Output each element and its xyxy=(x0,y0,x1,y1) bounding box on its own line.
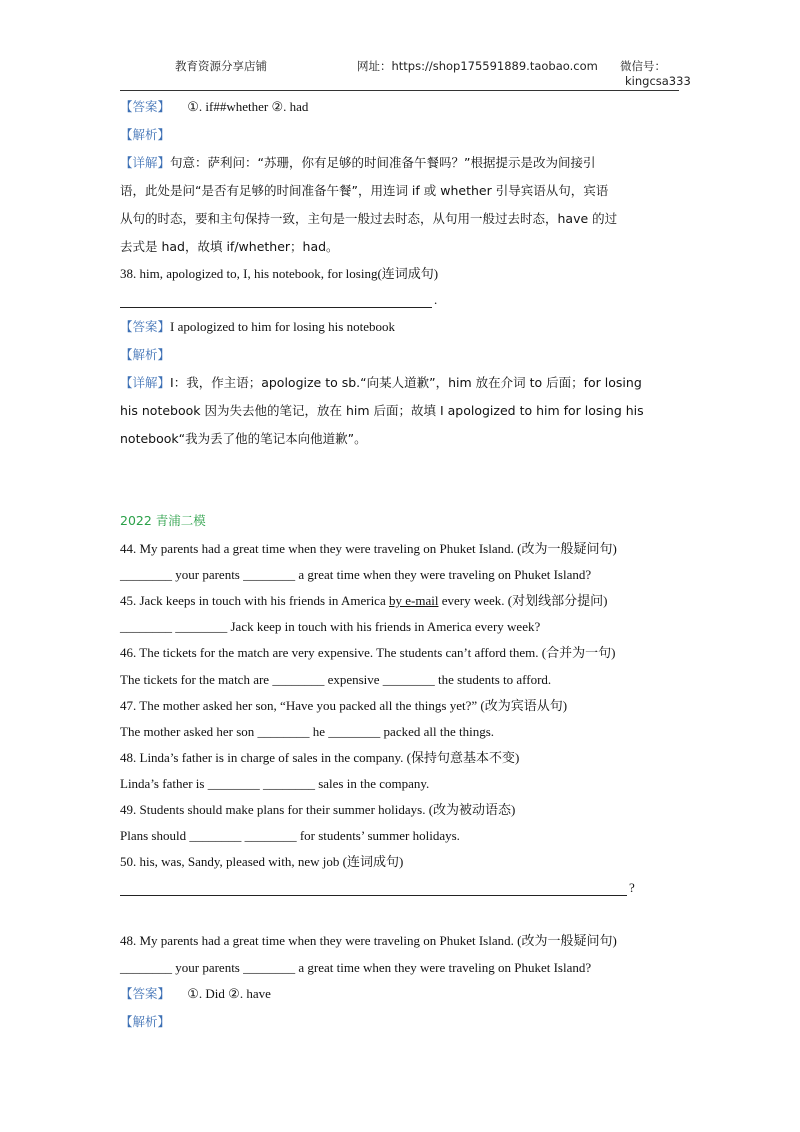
question-47-fill: The mother asked her son ________ he ________ packed all the things. xyxy=(120,724,495,739)
question-38: 38. him, apologized to, I, his notebook, for losing(连词成句) xyxy=(120,266,439,281)
question-46-fill: The tickets for the match are ________ expensive ________ the students to afford. xyxy=(120,672,552,687)
analysis-line xyxy=(120,1013,170,1031)
question-47: 47. The mother asked her son, “Have you packed all the things yet?” (改为宾语从句) xyxy=(120,698,568,713)
question-48-repeat: 48. My parents had a great time when they were traveling on Phuket Island. (改为一般疑问句) xyxy=(120,933,617,948)
question-50: 50. his, was, Sandy, pleased with, new job (连词成句) xyxy=(120,854,404,869)
detail-tag: 【详解】 xyxy=(120,375,171,390)
question-45-post: every week. (对划线部分提问) xyxy=(438,593,608,608)
underlined-phrase: by e-mail xyxy=(388,593,439,608)
answer-blank-50 xyxy=(120,895,627,896)
answer-line-37 xyxy=(120,98,308,116)
detail-text: 句意：萨利问：“苏珊，你有足够的时间准备午餐吗？”根据提示是改为间接引 xyxy=(170,155,596,170)
detail-line-1 xyxy=(120,154,595,172)
answer-text: ①. Did ②. have xyxy=(187,986,271,1001)
question-44: 44. My parents had a great time when they were traveling on Phuket Island. (改为一般疑问句) xyxy=(120,541,617,556)
question-45 xyxy=(120,592,607,610)
detail-line-4: 去式是 had，故填 if/whether；had。 xyxy=(120,239,339,254)
question-45-pre: 45. Jack keeps in touch with his friends in America xyxy=(120,593,389,608)
answer-line-48 xyxy=(120,985,271,1003)
question-44-fill: ________ your parents ________ a great time when they were traveling on Phuket Island? xyxy=(120,567,592,582)
analysis-tag: 【解析】 xyxy=(120,127,171,142)
header-wechat-label: 微信号： xyxy=(620,59,666,73)
question-49-fill: Plans should ________ ________ for students’ summer holidays. xyxy=(120,828,460,843)
analysis-tag: 【解析】 xyxy=(120,1014,171,1029)
answer-tag: 【答案】 xyxy=(120,986,171,1001)
question-46: 46. The tickets for the match are very expensive. The students can’t afford them. (合并为一句) xyxy=(120,645,616,660)
question-49: 49. Students should make plans for their summer holidays. (改为被动语态) xyxy=(120,802,516,817)
answer-blank-end: ? xyxy=(629,880,635,895)
analysis-line xyxy=(120,346,170,364)
answer-line-38 xyxy=(120,318,395,336)
header-shop-name: 教育资源分享店铺 xyxy=(175,59,267,73)
answer-blank-38 xyxy=(120,307,432,308)
analysis-tag: 【解析】 xyxy=(120,347,171,362)
question-48-repeat-fill: ________ your parents ________ a great time when they were traveling on Phuket Island? xyxy=(120,960,592,975)
analysis-line xyxy=(120,126,170,144)
detail-tag: 【详解】 xyxy=(120,155,171,170)
detail-text: I：我，作主语；apologize to sb.“向某人道歉”，him 放在介词 to 后面；for losing xyxy=(170,375,642,390)
detail-line-1 xyxy=(120,374,642,392)
answer-text: ①. if##whether ②. had xyxy=(187,99,309,114)
answer-text: I apologized to him for losing his notebook xyxy=(170,319,395,334)
header-divider xyxy=(120,90,679,91)
question-48: 48. Linda’s father is in charge of sales in the company. (保持句意基本不变) xyxy=(120,750,520,765)
detail-line-2: his notebook 因为失去他的笔记，放在 him 后面；故填 I apologized to him for losing his xyxy=(120,403,644,418)
answer-blank-end: . xyxy=(434,292,438,307)
detail-line-2: 语，此处是问“是否有足够的时间准备午餐”，用连词 if 或 whether 引导宾语从句，宾语 xyxy=(120,183,609,198)
answer-tag: 【答案】 xyxy=(120,99,171,114)
header-wechat-id: kingcsa333 xyxy=(625,74,691,88)
section-title: 2022 青浦二模 xyxy=(120,513,206,528)
question-48-fill: Linda’s father is ________ ________ sales in the company. xyxy=(120,776,430,791)
detail-line-3: 从句的时态，要和主句保持一致，主句是一般过去时态，从句用一般过去时态，have 的过 xyxy=(120,211,618,226)
detail-line-3: notebook“我为丢了他的笔记本向他道歉”。 xyxy=(120,431,367,446)
question-45-fill: ________ ________ Jack keep in touch with his friends in America every week? xyxy=(120,619,541,634)
header-url: 网址：https://shop175591889.taobao.com xyxy=(357,59,598,73)
answer-tag: 【答案】 xyxy=(120,319,171,334)
